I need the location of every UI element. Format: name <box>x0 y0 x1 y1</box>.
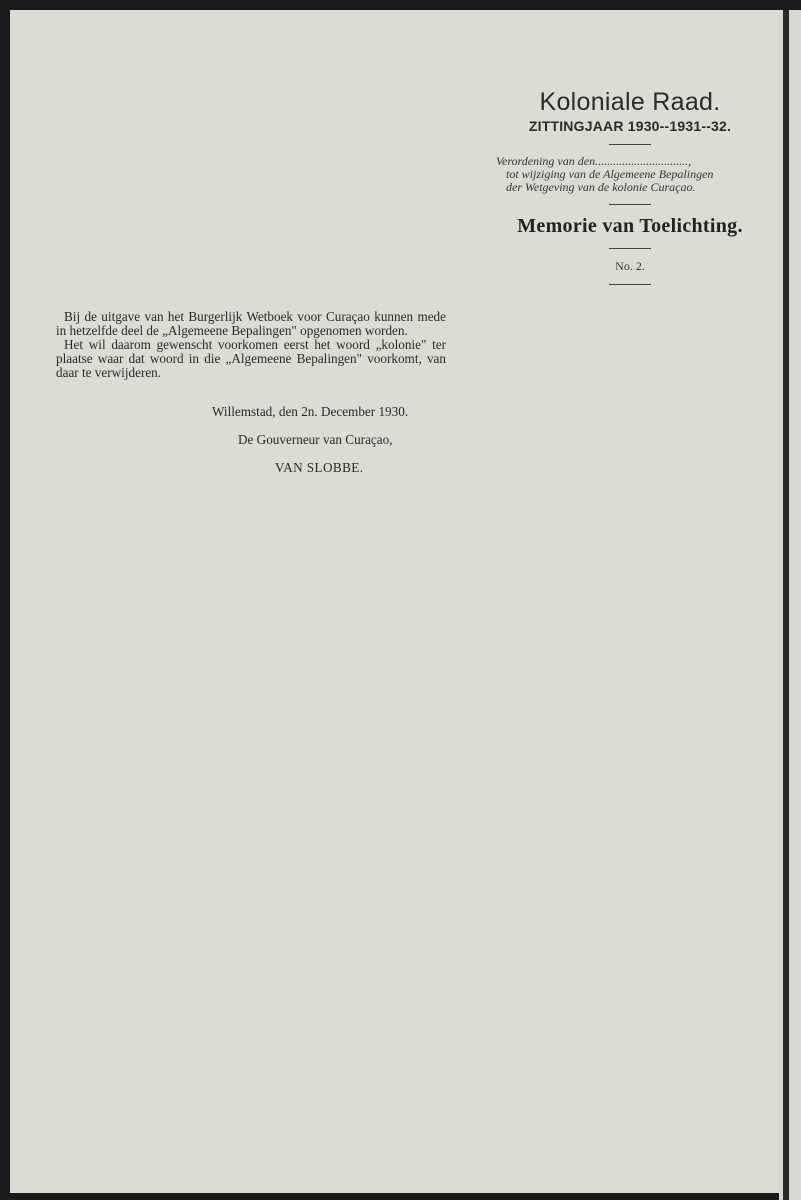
divider <box>609 204 651 205</box>
document-number: No. 2. <box>615 259 645 273</box>
document-header <box>490 88 770 295</box>
signatory-name: VAN SLOBBE. <box>275 460 364 475</box>
place-date: Willemstad, den 2n. December 1930. <box>212 404 409 419</box>
signatory-title: De Gouverneur van Curaçao, <box>238 432 393 447</box>
session-year: ZITTINGJAAR 1930--1931--32. <box>528 118 732 134</box>
divider <box>609 248 651 249</box>
ordinance-line-1: Verordening van den..............................., <box>496 154 692 168</box>
signature-block <box>160 404 490 476</box>
ordinance-reference <box>496 155 770 194</box>
document-title: Memorie van Toelichting. <box>517 215 743 237</box>
page-edge <box>779 10 801 1200</box>
ordinance-line-2: tot wijziging van de Algemeene Bepalingen <box>506 167 714 181</box>
body-paragraph-2: Het wil daarom gewenscht voorkomen eerst het woord „kolonie" ter plaatse waar dat woord in die „Algemeene Bepalingen" voorkomt, van daar te verwijderen. <box>56 337 446 380</box>
body-paragraph-1: Bij de uitgave van het Burgerlijk Wetboek voor Curaçao kunnen mede in hetzelfde deel de „Algemeene Bepalingen" opgenomen worden. <box>56 309 446 338</box>
council-title: Koloniale Raad. <box>539 88 721 116</box>
divider <box>609 284 651 285</box>
divider <box>609 144 651 145</box>
document-body <box>56 310 446 380</box>
ordinance-line-3: der Wetgeving van de kolonie Curaçao. <box>506 180 696 194</box>
